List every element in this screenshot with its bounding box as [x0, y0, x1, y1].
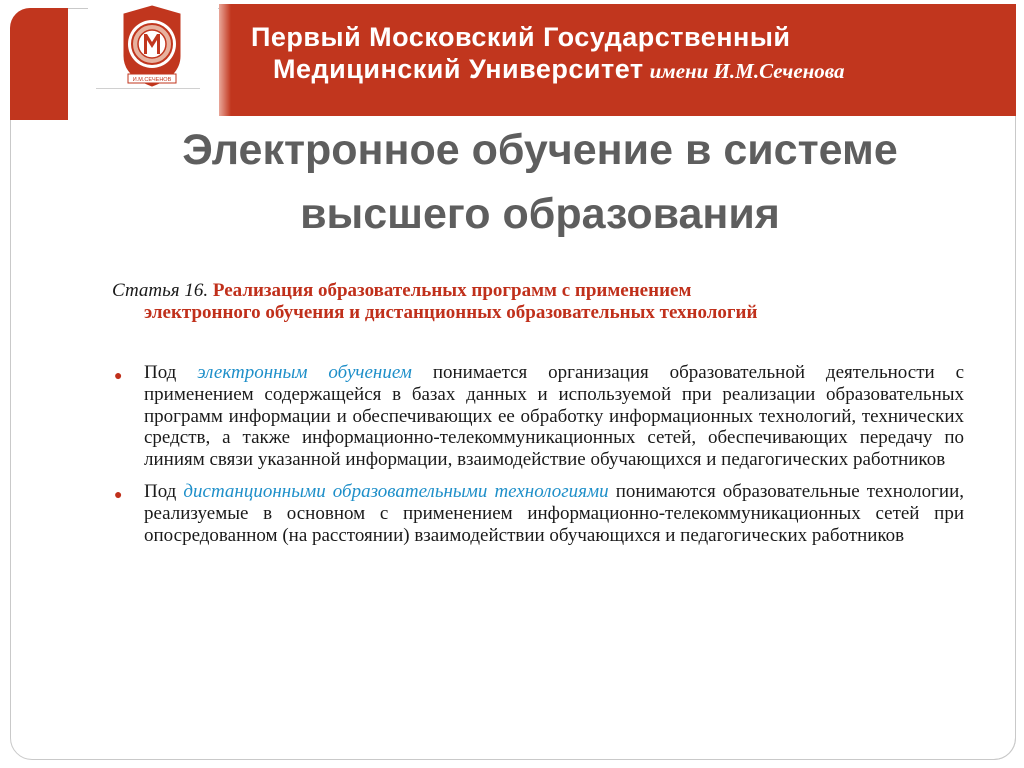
bullet-prefix: Под	[144, 362, 177, 383]
university-name-line1: Первый Московский Государственный	[251, 22, 791, 52]
list-item	[112, 362, 964, 471]
university-seal-icon	[120, 4, 184, 88]
header-banner	[229, 4, 1016, 116]
article-title-part1: Реализация образовательных программ с применением	[212, 280, 692, 301]
logo-caption: И.М.СЕЧЕНОВ	[132, 77, 172, 83]
slide-title-line1: Электронное обучение в системе	[182, 126, 898, 174]
university-name-line2	[273, 54, 845, 85]
list-item	[112, 481, 964, 546]
bullet-prefix: Под	[144, 480, 177, 502]
logo-underline	[96, 88, 200, 89]
bullet-dot-icon: ●	[114, 369, 123, 384]
bullet-text: понимается организация образовательной деятельности с применением содержащейся в базах данных и используемой при реализации образовательных программ информации и обеспечивающих ее обработку информационных технологий, технических средств, а также информационно-телекоммуникационных сетей, обеспечивающих передачу по линиям связи указанной информации, взаимодействие обучающихся и педагогических работников	[144, 362, 964, 471]
bullet-dot-icon: ●	[114, 487, 123, 503]
university-named-after: имени И.М.Сеченова	[649, 59, 845, 83]
frame-corner	[991, 735, 1016, 760]
bullet-term: электронным обучением	[197, 362, 412, 383]
left-red-bar	[10, 8, 68, 120]
slide-title-line2: высшего образования	[300, 190, 780, 238]
bullet-term: дистанционными образовательными технологиями	[183, 480, 609, 502]
article-heading	[112, 280, 972, 324]
article-number: Статья 16.	[112, 280, 209, 301]
article-title-part2: электронного обучения и дистанционных образовательных технологий	[144, 302, 758, 323]
university-name-line2-text: Медицинский Университет	[273, 54, 644, 84]
definitions-list	[112, 362, 964, 556]
slide-title	[100, 118, 980, 246]
bullet-text: понимаются образовательные технологии, реализуемые в основном с применением информационно-телекоммуникационных сетей при опосредованном (на расстоянии) взаимодействии обучающихся и педагогических работников	[144, 480, 965, 546]
